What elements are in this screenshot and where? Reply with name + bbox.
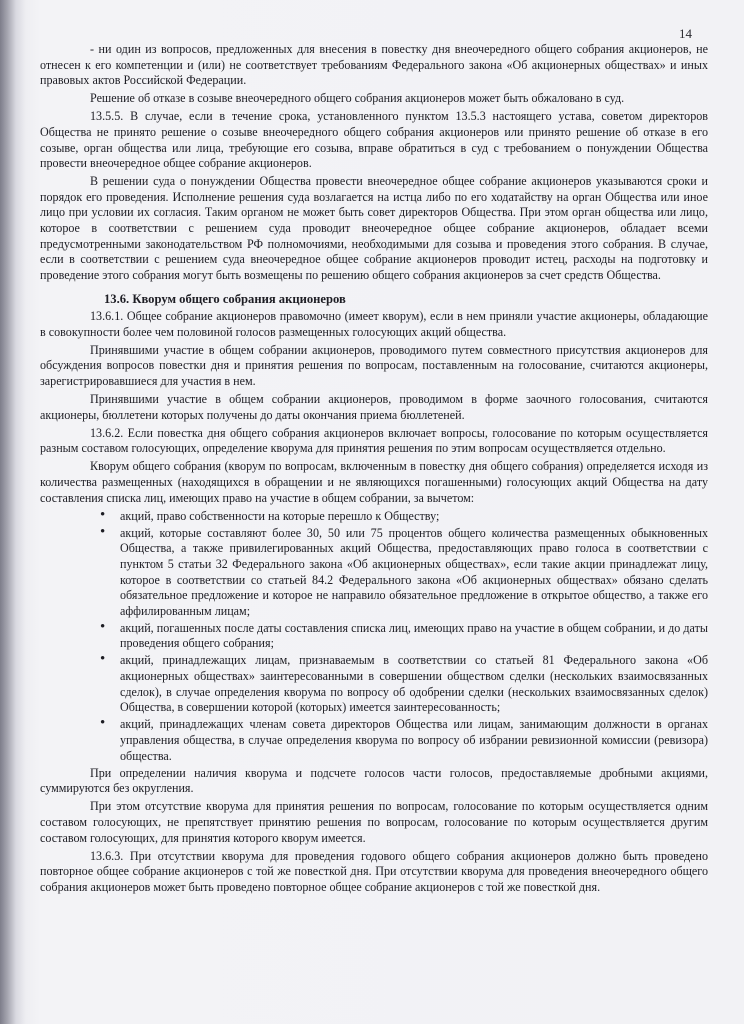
deduction-list [40,509,708,765]
paragraph: Принявшими участие в общем собрании акционеров, проводимом в форме заочного голосования, считаются акционеры, бюллетени которых получены до даты окончания приема бюллетеней. [40,391,708,422]
section-heading: 13.6. Кворум общего собрания акционеров [104,292,346,307]
paragraph-13-5-5: 13.5.5. В случае, если в течение срока, установленного пунктом 13.5.3 настоящего устава, советом директоров Общества не принято решение о созыве внеочередного общего собрания акционеров или принято решение об отказе в его созыве, орган общества или лица, требующие его созыва, вправе обратиться в суд с требованием о понуждении Общества провести внеочередное общее собрание акционеров. [40,109,708,171]
paragraph: - ни один из вопросов, предложенных для внесения в повестку дня внеочередного общего собрания акционеров, не отнесен к его компетенции и (или) не соответствует требованиям Федерального закона «Об акционерных обществах» и иных правовых актов Российской Федерации. [40,42,708,88]
list-item: • акций, которые составляют более 30, 50 или 75 процентов общего количества размещенных обыкновенных Общества, а также привилегированных акций Общества, предоставляющих право голоса в соответствии с пунктом 5 статьи 32 Федерального закона «Об акционерных обществах», если такие акции принадлежат лицу, которое в соответствии со статьей 84.2 Федерального закона «Об акционерных обществах» обязано сделать обязательное предложение и которое не направило обязательное предложение в открытое общество, а также его аффилированным лицам; [120,526,708,620]
list-item: • акций, принадлежащих лицам, признаваемым в соответствии со статьей 81 Федерального закона «Об акционерных обществах» заинтересованными в совершении обществом сделки (нескольких взаимосвязанных сделок), в случае определения кворума по вопросу об одобрении сделки (нескольких взаимосвязанных сделок) Общества, в совершении которой (которых) имеется заинтересованность; [120,653,708,715]
paragraph: Кворум общего собрания (кворум по вопросам, включенным в повестку дня общего собрания) определяется исходя из количества размещенных (находящихся в обращении и не являющихся погашенными) голосующих акций Общества на дату составления списка лиц, имеющих право на участие в общем собрании, за вычетом: [40,459,708,505]
paragraph: Решение об отказе в созыве внеочередного общего собрания акционеров может быть обжаловано в суд. [90,91,625,106]
list-item: • акций, принадлежащих членам совета директоров Общества или лицам, занимающим должности в органах управления общества, в случае определения кворума по вопросу об избрании ревизионной комиссии (ревизора) общества. [120,717,708,764]
paragraph: При этом отсутствие кворума для принятия решения по вопросам, голосование по которым осуществляется одним составом голосующих, не препятствует принятию решения по вопросам, голосование по которым осуществляется другим составом голосующих, для принятия которого кворум имеется. [40,799,708,845]
list-item: • акций, погашенных после даты составления списка лиц, имеющих право на участие в общем собрании, и до даты проведения общего собрания; [120,621,708,652]
document-body [40,42,708,898]
paragraph: При определении наличия кворума и подсчете голосов части голосов, предоставляемые дробными акциями, суммируются без округления. [40,765,708,796]
paragraph-13-6-3: 13.6.3. При отсутствии кворума для проведения годового общего собрания акционеров должно быть проведено повторное общее собрание акционеров с той же повесткой дня. При отсутствии кворума для проведения внеочередного общего собрания акционеров может быть проведено повторное общее собрание акционеров с той же повесткой дня. [40,848,708,894]
paragraph: Принявшими участие в общем собрании акционеров, проводимого путем совместного присутствия акционеров для обсуждения вопросов повестки дня и принятия решения по вопросам, поставленным на голосование, считаются акционеры, зарегистрировавшиеся для участия в нем. [40,342,708,388]
page-number: 14 [679,26,692,41]
paragraph-13-6-2: 13.6.2. Если повестка дня общего собрания акционеров включает вопросы, голосование по которым осуществляется разным составом голосующих, определение кворума для принятия решения по этим вопросам осуществляется отдельно. [40,425,708,456]
list-item: • акций, право собственности на которые перешло к Обществу; [120,509,708,525]
paragraph: В решении суда о понуждении Общества провести внеочередное общее собрание акционеров указываются сроки и порядок его проведения. Исполнение решения суда возлагается на истца либо по его ходатайству на орган Общества или иное лицо при условии их согласия. Таким органом не может быть совет директоров Общества. При этом орган общества или лицо, которое в соответствии с решением суда проводит внеочередное общее собрание акционеров, обладает всеми предусмотренными законодательством РФ полномочиями, необходимыми для созыва и проведения этого собрания. В случае, если в соответствии с решением суда внеочередное общее собрание акционеров проводит истец, расходы на подготовку и проведение этого собрания могут быть возмещены по решению общего собрания акционеров за счет средств Общества. [40,174,708,282]
paragraph-13-6-1: 13.6.1. Общее собрание акционеров правомочно (имеет кворум), если в нем приняли участие акционеры, обладающие в совокупности более чем половиной голосов размещенных голосующих акций общества. [40,309,708,339]
